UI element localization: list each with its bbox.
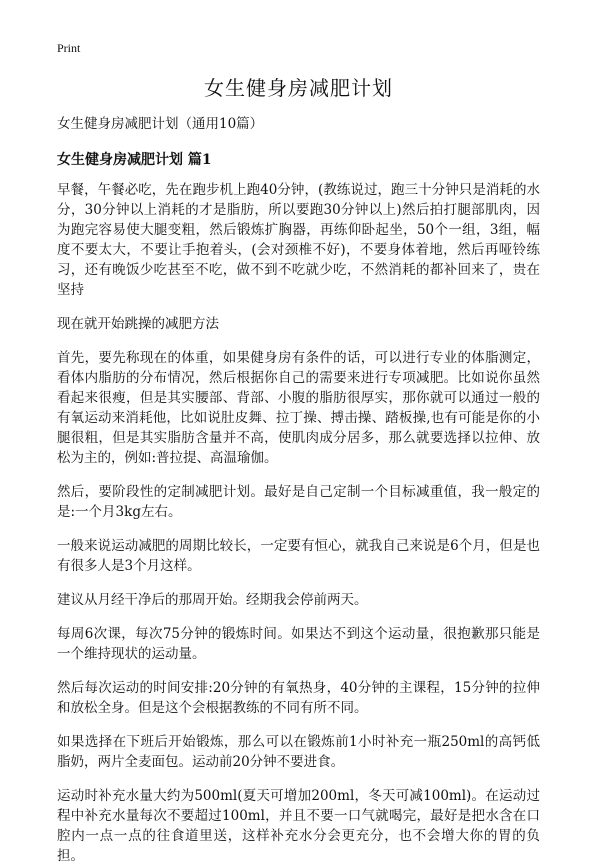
paragraph-7: 每周6次课，每次75分钟的锻炼时间。如果达不到这个运动量，很抱歉那只能是一个维持现状的运动量。: [57, 626, 540, 662]
paragraph-4: 然后，要阶段性的定制减肥计划。最好是自己定制一个目标减重值，我一般定的是:一个月3kg左右。: [57, 484, 540, 520]
paragraph-8: 然后每次运动的时间安排:20分钟的有氧热身，40分钟的主课程，15分钟的拉伸和放松全身。但是这个会根据教练的不同有所不同。: [57, 680, 540, 716]
paragraph-10: 运动时补充水量大约为500ml(夏天可增加200ml，冬天可减100ml)。在运动过程中补充水量每次不要超过100ml，并且不要一口气就喝完，最好是把水含在口腔内一点一点的往食道里送，这样补充水分会更充分，也不会增大你的胃的负担。: [57, 788, 540, 864]
paragraph-3: 首先，要先称现在的体重，如果健身房有条件的话，可以进行专业的体脂测定，看体内脂肪的分布情况，然后根据你自己的需要来进行专项减肥。比如说你虽然看起来很瘦，但是其实腰部、背部、小腹的脂肪很厚实，那你就可以通过一般的有氧运动来消耗他，比如说肚皮舞、拉丁操、搏击操、踏板操,也有可能是你的小腿很粗，但是其实脂肪含量并不高，使肌肉成分居多，那么就要选择以拉伸、放松为主的，例如:普拉提、高温瑜伽。: [57, 350, 540, 466]
paragraph-2: 现在就开始跳操的减肥方法: [57, 316, 219, 332]
document-title: 女生健身房减肥计划: [204, 76, 393, 100]
paragraph-6: 建议从月经干净后的那周开始。经期我会停前两天。: [57, 592, 368, 608]
paragraph-5: 一般来说运动减肥的周期比较长，一定要有恒心，就我自己来说是6个月，但是也有很多人是3个月这样。: [57, 538, 540, 574]
paragraph-9: 如果选择在下班后开始锻炼，那么可以在锻炼前1小时补充一瓶250ml的高钙低脂奶，两片全麦面包。运动前20分钟不要进食。: [57, 734, 540, 770]
print-label: Print: [57, 41, 81, 55]
section-heading: 女生健身房减肥计划 篇1: [57, 152, 212, 168]
document-subtitle: 女生健身房减肥计划（通用10篇）: [57, 116, 264, 132]
paragraph-1: 早餐，午餐必吃，先在跑步机上跑40分钟，(教练说过，跑三十分钟只是消耗的水分，30分钟以上消耗的才是脂肪，所以要跑30分钟以上)然后拍打腿部肌肉，因为跑完容易使大腿变粗，然后锻炼扩胸器，再练仰卧起坐，50个一组，3组，幅度不要太大，不要让手抱着头，(会对颈椎不好)，不要身体着地，然后再哑铃练习，还有晚饭少吃甚至不吃，做不到不吃就少吃，不然消耗的都补回来了，贵在坚持: [57, 182, 540, 298]
